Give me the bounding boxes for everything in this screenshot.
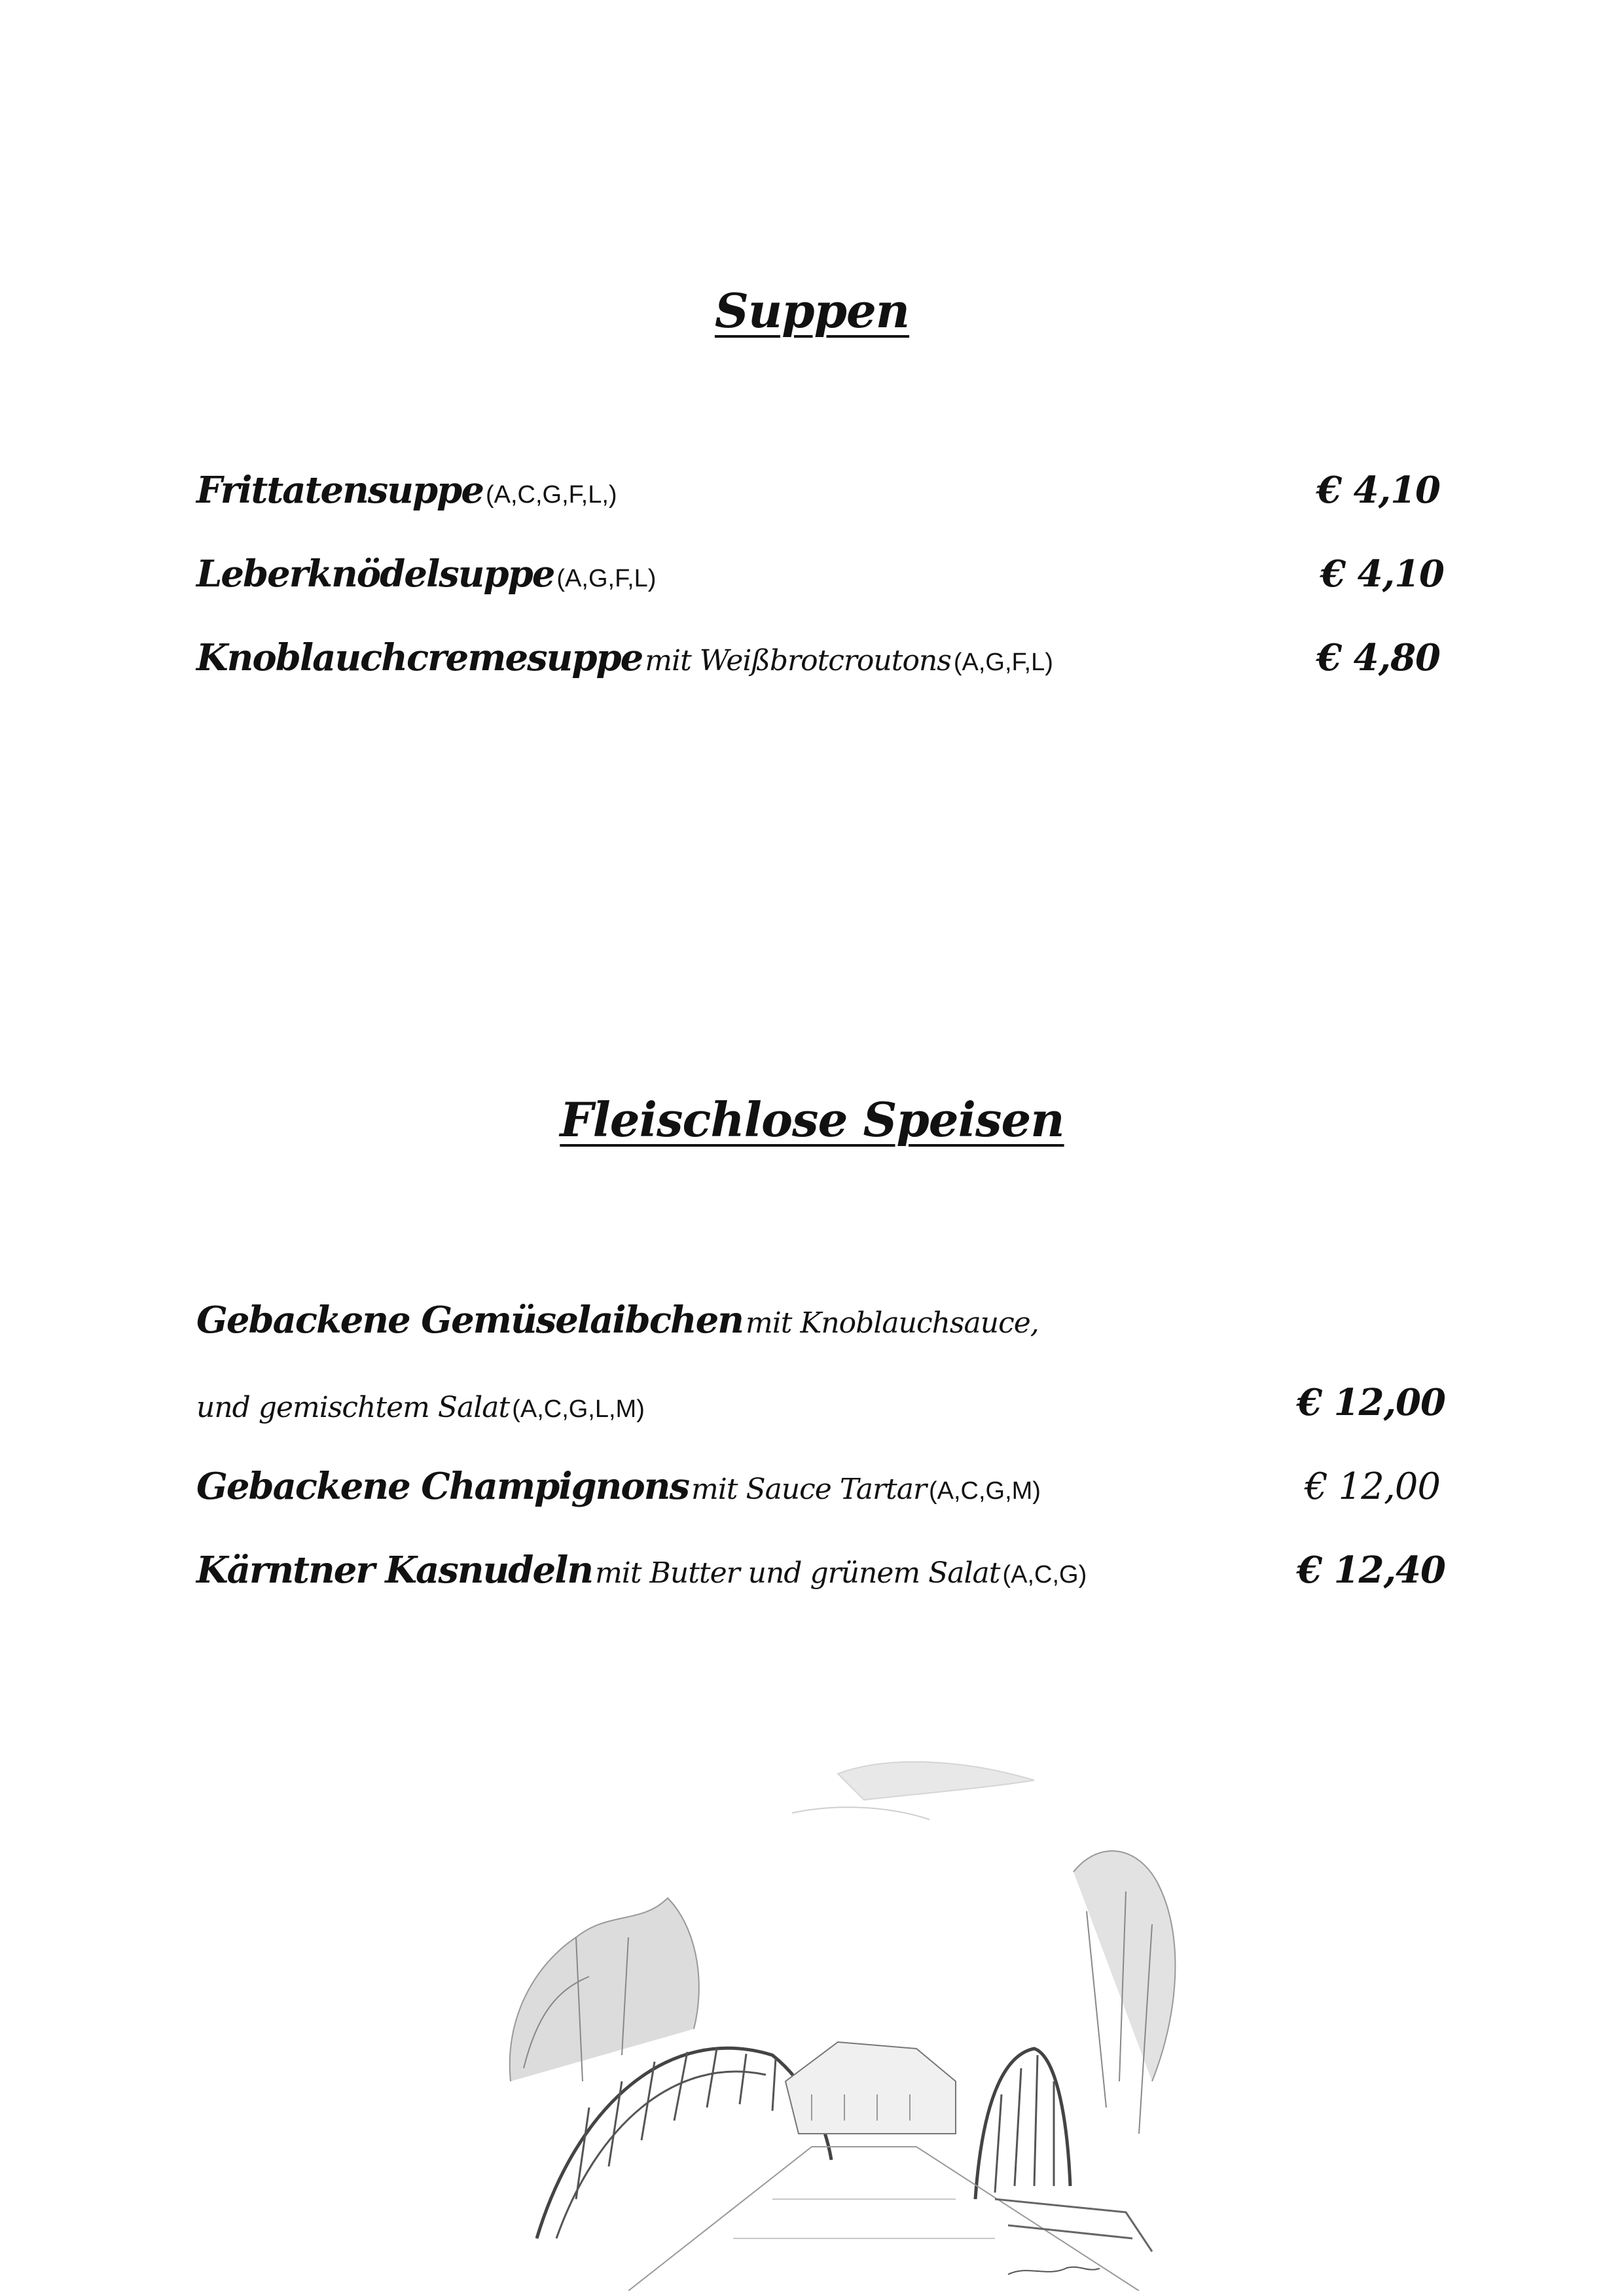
menu-item-gemueselaibchen-continued [196,1371,1445,1429]
section-title-suppen: Suppen [714,283,910,338]
bridge-sketch-illustration [497,1741,1204,2291]
menu-item-gemueselaibchen [196,1288,1440,1347]
dish-description: und gemischtem Salat [196,1391,510,1424]
dish-description: mit Butter und grünem Salat [595,1556,1000,1590]
dish-price: € 4,10 [1316,469,1440,512]
menu-item-kasnudeln [196,1538,1445,1597]
menu-item-leberknoedelsuppe [196,542,1444,601]
menu-item-champignons [196,1454,1440,1513]
dish-name: Frittatensuppe [196,469,483,512]
dish-allergens: (A,C,G,L,M) [512,1395,645,1423]
section-title-fleischlose-speisen: Fleischlose Speisen [560,1092,1064,1147]
dish-price: € 4,80 [1316,636,1440,679]
dish-name: Knoblauchcremesuppe [196,636,643,679]
dish-allergens: (A,C,G) [1002,1561,1087,1588]
dish-name: Leberknödelsuppe [196,552,554,596]
dish-allergens: (A,C,G,F,L,) [485,481,617,509]
dish-description: mit Knoblauchsauce, [745,1306,1039,1340]
dish-price: € 12,40 [1297,1549,1445,1592]
dish-allergens: (A,G,F,L) [556,565,657,592]
dish-name: Gebackene Champignons [196,1465,689,1508]
dish-name: Kärntner Kasnudeln [196,1549,593,1592]
dish-description: mit Weißbrotcroutons [645,644,951,677]
dish-allergens: (A,C,G,M) [928,1477,1041,1505]
dish-name: Gebackene Gemüselaibchen [196,1299,743,1342]
menu-item-knoblauchcremesuppe [196,626,1440,685]
dish-allergens: (A,G,F,L) [953,649,1053,676]
menu-item-frittatensuppe [196,458,1440,517]
dish-price: € 12,00 [1297,1381,1445,1424]
dish-description: mit Sauce Tartar [691,1473,926,1506]
dish-price: € 12,00 [1305,1465,1440,1508]
dish-price: € 4,10 [1320,552,1444,596]
